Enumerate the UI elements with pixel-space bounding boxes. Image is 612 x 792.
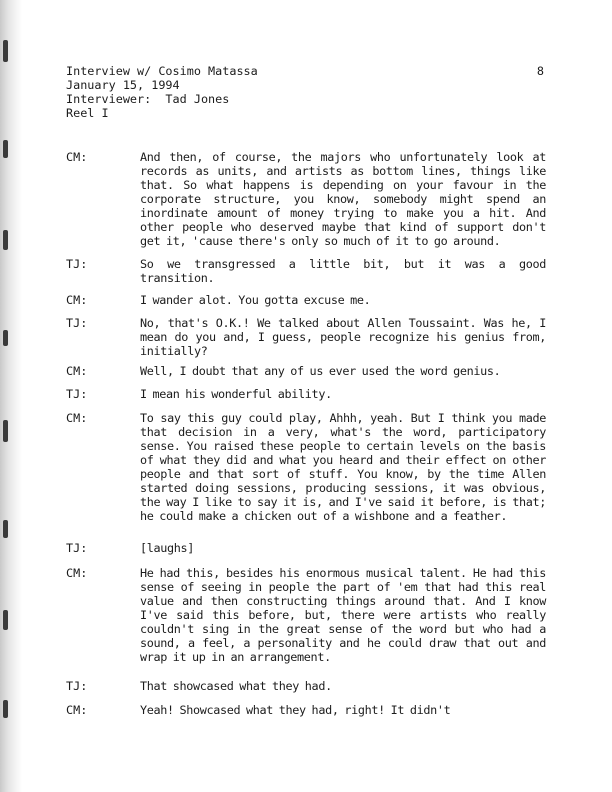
binding-mark [3,40,8,62]
speaker-label: CM: [66,293,88,307]
page-number: 8 [536,64,544,78]
speaker-label: TJ: [66,679,88,693]
speaker-label: CM: [66,411,88,425]
interviewer-line: Interviewer: Tad Jones [66,92,230,106]
speech-text: I mean his wonderful ability. [140,387,332,401]
speech-text: So we transgressed a little bit, but it was a good transition. [140,257,546,285]
speech-text: He had this, besides his enormous musical talent. He had this sense of seeing in people the part of 'em that had this real value and then constructing things around that. And I know I've said this before, but, there were artists who really couldn't sing in the great sense of the word but who had a sound, a feel, a personality and he could draw that out and wrap it up in an arrangement. [140,566,546,664]
interview-date: January 15, 1994 [66,78,180,92]
interview-title: Interview w/ Cosimo Matassa [66,64,258,78]
binding-edge [0,0,22,792]
speaker-label: CM: [66,703,88,717]
speech-text: [laughs] [140,541,195,555]
binding-mark [3,140,8,158]
binding-mark [3,700,8,718]
speech-text: Yeah! Showcased what they had, right! It didn't [140,703,451,717]
binding-mark [3,230,8,250]
speaker-label: CM: [66,566,88,580]
speaker-label: TJ: [66,316,88,330]
speech-text: That showcased what they had. [140,679,332,693]
speaker-label: TJ: [66,257,88,271]
speaker-label: CM: [66,364,88,378]
speech-text: No, that's O.K.! We talked about Allen Toussaint. Was he, I mean do you and, I guess, people recognize his genius from, initially? [140,316,546,358]
document-header [66,64,544,120]
binding-mark [3,520,8,538]
speaker-label: CM: [66,150,88,164]
speech-text: I wander alot. You gotta excuse me. [140,293,371,307]
speech-text: And then, of course, the majors who unfortunately look at records as units, and artists as bottom lines, things like that. So what happens is depending on your favour in the corporate structure, you know, somebody might spend an inordinate amount of money trying to make you a hit. And other people who deserved maybe that kind of support don't get it, 'cause there's only so much of it to go around. [140,150,546,248]
binding-mark [3,610,8,630]
speech-text: To say this guy could play, Ahhh, yeah. But I think you made that decision in a very, what's the word, participatory sense. You raised these people to certain levels on the basis of what they did and what you heard and their effect on other people and that sort of stuff. You know, by the time Allen started doing sessions, producing sessions, it was obvious, the way I like to say it is, and I've said it before, is that; he could make a chicken out of a wishbone and a feather. [140,411,546,523]
speaker-label: TJ: [66,541,88,555]
binding-mark [3,330,8,346]
binding-mark [3,420,8,442]
speaker-label: TJ: [66,387,88,401]
reel-label: Reel I [66,106,109,120]
speech-text: Well, I doubt that any of us ever used the word genius. [140,364,501,378]
